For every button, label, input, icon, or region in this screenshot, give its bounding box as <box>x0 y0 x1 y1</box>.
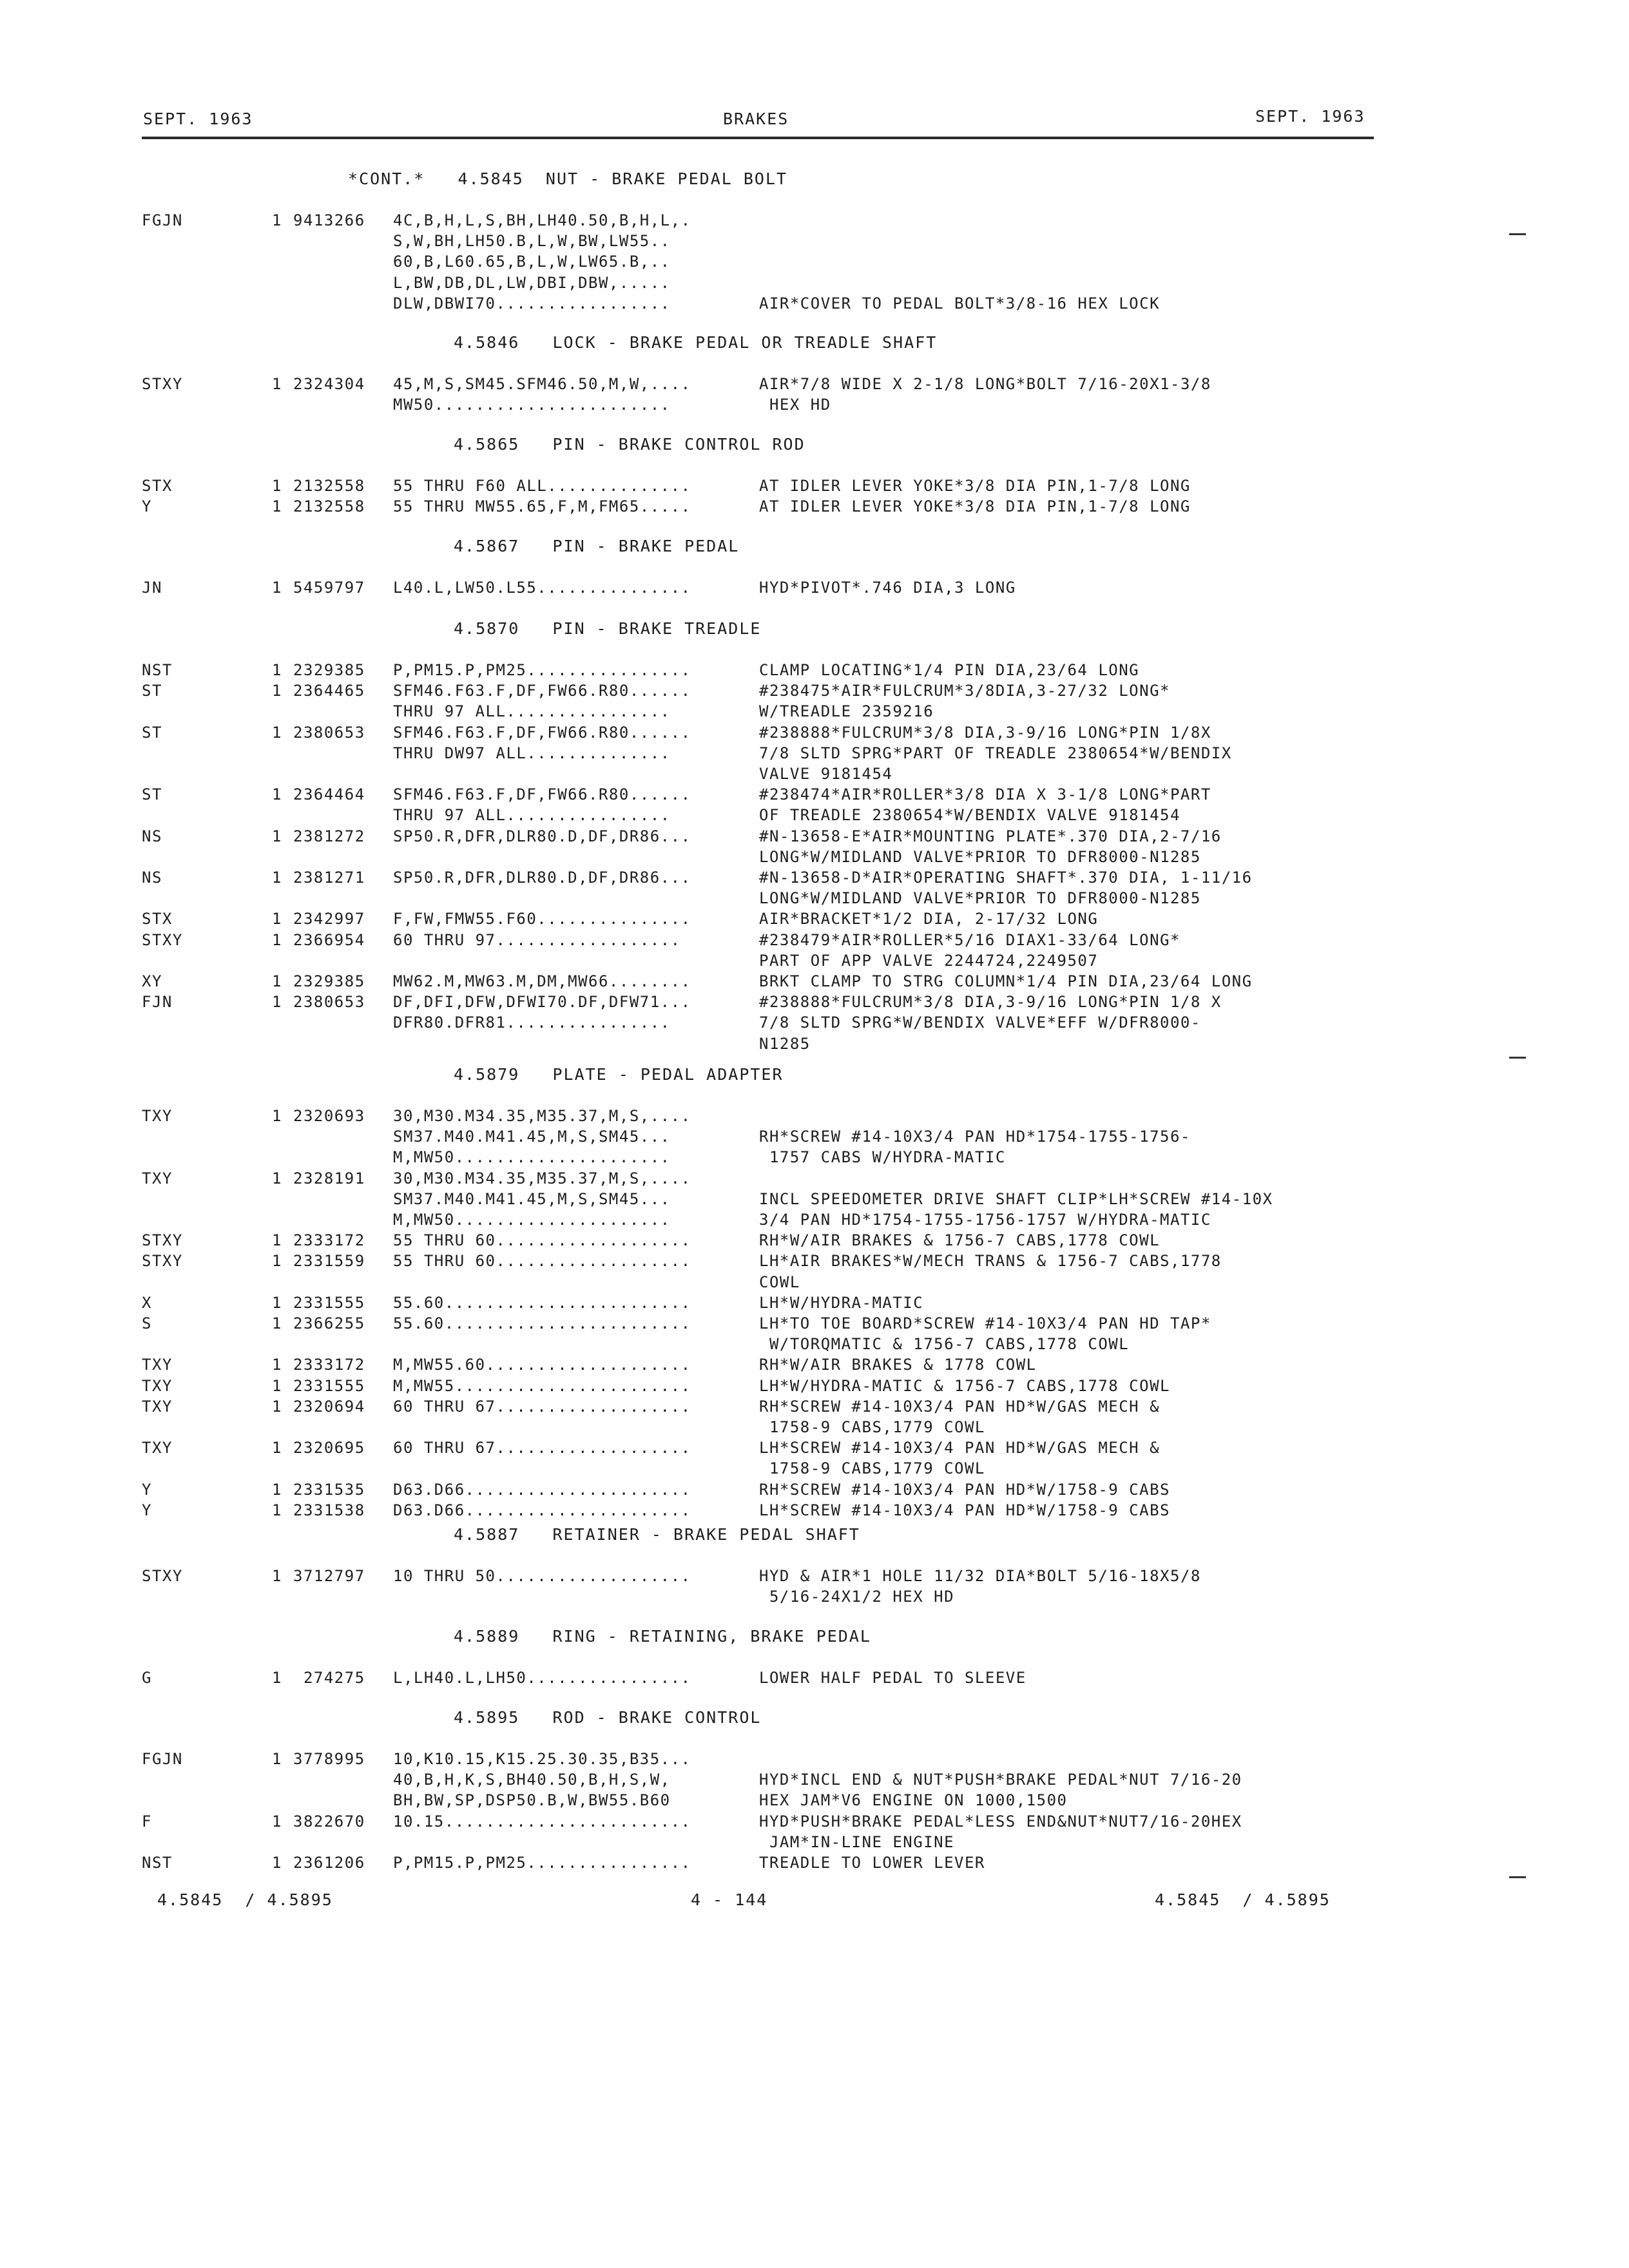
part-description: AIR*BRACKET*1/2 DIA, 2-17/32 LONG <box>759 910 1099 928</box>
margin-mark <box>1509 1057 1526 1059</box>
usage-code: STXY <box>142 931 183 949</box>
catalog-line <box>0 1106 1482 1126</box>
catalog-line <box>0 1417 1482 1437</box>
part-description: 7/8 SLTD SPRG*W/BENDIX VALVE*EFF W/DFR8000- <box>759 1014 1201 1032</box>
part-description: HYD & AIR*1 HOLE 11/32 DIA*BOLT 5/16-18X5/8 <box>759 1567 1201 1585</box>
catalog-line <box>0 1189 1482 1209</box>
model-range: 4C,B,H,L,S,BH,LH40.50,B,H,L,. <box>393 211 691 229</box>
part-description: 7/8 SLTD SPRG*PART OF TREADLE 2380654*W/BENDIX <box>759 744 1232 762</box>
model-range: 60 THRU 67................... <box>393 1439 691 1457</box>
usage-code: STX <box>142 910 173 928</box>
part-description: 1757 CABS W/HYDRA-MATIC <box>759 1148 1006 1166</box>
catalog-line <box>0 394 1482 415</box>
catalog-line <box>0 722 1482 743</box>
catalog-line <box>0 971 1482 992</box>
model-range: MW62.M,MW63.M,DM,MW66........ <box>393 972 691 990</box>
usage-code: S <box>142 1314 152 1332</box>
catalog-line <box>0 1811 1482 1832</box>
catalog-line <box>0 992 1482 1012</box>
model-range: SFM46.F63.F,DF,FW66.R80...... <box>393 724 691 742</box>
model-range: SP50.R,DFR,DLR80.D,DF,DR86... <box>393 869 691 887</box>
part-description: 1758-9 CABS,1779 COWL <box>759 1418 985 1436</box>
model-range: M,MW50..................... <box>393 1211 671 1229</box>
quantity: 1 <box>272 682 282 700</box>
part-description: AIR*7/8 WIDE X 2-1/8 LONG*BOLT 7/16-20X1-3/8 <box>759 375 1211 393</box>
quantity: 1 <box>272 211 282 229</box>
catalog-line <box>0 1479 1482 1500</box>
part-number: 5459797 <box>293 579 365 597</box>
quantity: 1 <box>272 1252 282 1270</box>
model-range: SP50.R,DFR,DLR80.D,DF,DR86... <box>393 827 691 845</box>
catalog-line <box>0 1126 1482 1147</box>
catalog-line <box>0 930 1482 950</box>
quantity: 1 <box>272 993 282 1011</box>
footer-range-right: 4.5845 / 4.5895 <box>1155 1890 1331 1909</box>
part-description: RH*SCREW #14-10X3/4 PAN HD*1754-1755-1756- <box>759 1128 1191 1146</box>
part-number: 2366954 <box>293 931 365 949</box>
model-range: M,MW50..................... <box>393 1148 671 1166</box>
part-description: TREADLE TO LOWER LEVER <box>759 1854 985 1872</box>
catalog-line <box>0 826 1482 847</box>
model-range: 55 THRU F60 ALL.............. <box>393 477 691 495</box>
model-range: P,PM15.P,PM25................ <box>393 661 691 679</box>
catalog-line <box>0 1012 1482 1033</box>
part-number: 2333172 <box>293 1356 365 1374</box>
usage-code: TXY <box>142 1377 173 1395</box>
catalog-line <box>0 1334 1482 1354</box>
quantity: 1 <box>272 1854 282 1872</box>
model-range: 30,M30.M34.35,M35.37,M,S,.... <box>393 1107 691 1125</box>
quantity: 1 <box>272 1398 282 1416</box>
catalog-line <box>0 374 1482 394</box>
part-number: 2364464 <box>293 785 365 803</box>
catalog-line <box>0 660 1482 680</box>
model-range: DLW,DBWI70................. <box>393 294 671 312</box>
usage-code: STXY <box>142 1231 183 1249</box>
part-description: AT IDLER LEVER YOKE*3/8 DIA PIN,1-7/8 LONG <box>759 477 1191 495</box>
part-description: COWL <box>759 1273 800 1291</box>
quantity: 1 <box>272 972 282 990</box>
usage-code: NS <box>142 827 162 845</box>
quantity: 1 <box>272 869 282 887</box>
quantity: 1 <box>272 497 282 515</box>
usage-code: X <box>142 1294 152 1312</box>
model-range: S,W,BH,LH50.B,L,W,BW,LW55.. <box>393 232 671 250</box>
model-range: 60 THRU 67................... <box>393 1398 691 1416</box>
part-description: 5/16-24X1/2 HEX HD <box>759 1588 955 1606</box>
catalog-line <box>0 251 1482 272</box>
part-number: 2331559 <box>293 1252 365 1270</box>
section-heading: 4.5887 RETAINER - BRAKE PEDAL SHAFT <box>454 1525 860 1544</box>
part-description: W/TORQMATIC & 1756-7 CABS,1778 COWL <box>759 1335 1130 1353</box>
quantity: 1 <box>272 477 282 495</box>
part-description: AT IDLER LEVER YOKE*3/8 DIA PIN,1-7/8 LONG <box>759 497 1191 515</box>
catalog-line <box>0 680 1482 701</box>
part-number: 2381271 <box>293 869 365 887</box>
part-description: N1285 <box>759 1035 811 1053</box>
model-range: DFR80.DFR81................ <box>393 1014 671 1032</box>
model-range: SFM46.F63.F,DF,FW66.R80...... <box>393 785 691 803</box>
usage-code: Y <box>142 1501 152 1519</box>
quantity: 1 <box>272 1439 282 1457</box>
quantity: 1 <box>272 1669 282 1687</box>
part-description: RH*W/AIR BRAKES & 1778 COWL <box>759 1356 1037 1374</box>
model-range: 60,B,L60.65,B,L,W,LW65.B,.. <box>393 253 671 271</box>
usage-code: FJN <box>142 993 173 1011</box>
section-heading: 4.5879 PLATE - PEDAL ADAPTER <box>454 1065 784 1084</box>
usage-code: STXY <box>142 1252 183 1270</box>
model-range: 55.60........................ <box>393 1314 691 1332</box>
model-range: M,MW55....................... <box>393 1377 691 1395</box>
catalog-line <box>0 908 1482 929</box>
quantity: 1 <box>272 1377 282 1395</box>
model-range: 55.60........................ <box>393 1294 691 1312</box>
model-range: M,MW55.60.................... <box>393 1356 691 1374</box>
catalog-line <box>0 210 1482 231</box>
part-description: LH*SCREW #14-10X3/4 PAN HD*W/1758-9 CABS <box>759 1501 1170 1519</box>
usage-code: ST <box>142 682 162 700</box>
part-number: 2329385 <box>293 661 365 679</box>
part-description: AIR*COVER TO PEDAL BOLT*3/8-16 HEX LOCK <box>759 294 1161 312</box>
catalog-line <box>0 1458 1482 1479</box>
part-description: HEX JAM*V6 ENGINE ON 1000,1500 <box>759 1791 1068 1809</box>
model-range: 10 THRU 50................... <box>393 1567 691 1585</box>
part-description: HYD*PIVOT*.746 DIA,3 LONG <box>759 579 1016 597</box>
part-description: #238888*FULCRUM*3/8 DIA,3-9/16 LONG*PIN 1/8 X <box>759 993 1222 1011</box>
model-range: THRU 97 ALL................ <box>393 806 671 824</box>
part-description: HYD*INCL END & NUT*PUSH*BRAKE PEDAL*NUT 7/16-20 <box>759 1771 1242 1789</box>
part-number: 2380653 <box>293 993 365 1011</box>
part-number: 2328191 <box>293 1169 365 1187</box>
usage-code: NS <box>142 869 162 887</box>
part-description: #N-13658-D*AIR*OPERATING SHAFT*.370 DIA, 1-11/16 <box>759 869 1253 887</box>
catalog-line <box>0 293 1482 314</box>
usage-code: TXY <box>142 1356 173 1374</box>
section-heading: 4.5870 PIN - BRAKE TREADLE <box>454 619 762 638</box>
part-number: 2329385 <box>293 972 365 990</box>
part-description: VALVE 9181454 <box>759 765 893 783</box>
part-number: 2342997 <box>293 910 365 928</box>
catalog-line <box>0 1790 1482 1811</box>
model-range: 10.15........................ <box>393 1812 691 1831</box>
quantity: 1 <box>272 579 282 597</box>
part-description: PART OF APP VALVE 2244724,2249507 <box>759 952 1099 970</box>
usage-code: STX <box>142 477 173 495</box>
quantity: 1 <box>272 785 282 803</box>
part-number: 2331538 <box>293 1501 365 1519</box>
catalog-line <box>0 847 1482 867</box>
section-heading: 4.5865 PIN - BRAKE CONTROL ROD <box>454 435 805 454</box>
catalog-line <box>0 1033 1482 1054</box>
catalog-line <box>0 1832 1482 1852</box>
model-range: L,BW,DB,DL,LW,DBI,DBW,..... <box>393 274 671 292</box>
usage-code: NST <box>142 1854 173 1872</box>
header-rule <box>142 137 1374 139</box>
model-range: L40.L,LW50.L55............... <box>393 579 691 597</box>
margin-mark <box>1509 1876 1526 1878</box>
margin-mark <box>1509 233 1526 235</box>
model-range: 45,M,S,SM45.SFM46.50,M,W,.... <box>393 375 691 393</box>
usage-code: F <box>142 1812 152 1831</box>
model-range: F,FW,FMW55.F60............... <box>393 910 691 928</box>
part-description: OF TREADLE 2380654*W/BENDIX VALVE 9181454 <box>759 806 1181 824</box>
usage-code: FGJN <box>142 211 183 229</box>
part-description: BRKT CLAMP TO STRG COLUMN*1/4 PIN DIA,23/64 LONG <box>759 972 1253 990</box>
part-number: 3822670 <box>293 1812 365 1831</box>
catalog-line <box>0 1354 1482 1375</box>
usage-code: TXY <box>142 1169 173 1187</box>
catalog-line <box>0 273 1482 293</box>
part-description: W/TREADLE 2359216 <box>759 702 934 720</box>
model-range: BH,BW,SP,DSP50.B,W,BW55.B60 <box>393 1791 671 1809</box>
model-range: 60 THRU 97.................. <box>393 931 681 949</box>
section-heading: *CONT.* 4.5845 NUT - BRAKE PEDAL BOLT <box>348 169 788 188</box>
part-description: RH*SCREW #14-10X3/4 PAN HD*W/1758-9 CABS <box>759 1481 1170 1499</box>
usage-code: FGJN <box>142 1750 183 1768</box>
model-range: SM37.M40.M41.45,M,S,SM45... <box>393 1190 671 1208</box>
quantity: 1 <box>272 931 282 949</box>
part-description: #238474*AIR*ROLLER*3/8 DIA X 3-1/8 LONG*PART <box>759 785 1211 803</box>
model-range: 40,B,H,K,S,BH40.50,B,H,S,W, <box>393 1771 671 1789</box>
section-heading: 4.5889 RING - RETAINING, BRAKE PEDAL <box>454 1627 871 1646</box>
part-description: LH*AIR BRAKES*W/MECH TRANS & 1756-7 CABS,1778 <box>759 1252 1222 1270</box>
quantity: 1 <box>272 1567 282 1585</box>
quantity: 1 <box>272 661 282 679</box>
part-description: #N-13658-E*AIR*MOUNTING PLATE*.370 DIA,2-7/16 <box>759 827 1222 845</box>
catalog-line <box>0 743 1482 764</box>
catalog-line <box>0 1376 1482 1396</box>
catalog-line <box>0 1500 1482 1521</box>
part-description: LH*W/HYDRA-MATIC & 1756-7 CABS,1778 COWL <box>759 1377 1170 1395</box>
model-range: 55 THRU 60................... <box>393 1231 691 1249</box>
quantity: 1 <box>272 1356 282 1374</box>
catalog-line <box>0 1251 1482 1271</box>
part-description: LH*TO TOE BOARD*SCREW #14-10X3/4 PAN HD TAP* <box>759 1314 1211 1332</box>
section-heading: 4.5895 ROD - BRAKE CONTROL <box>454 1708 762 1727</box>
quantity: 1 <box>272 724 282 742</box>
usage-code: JN <box>142 579 162 597</box>
model-range: 30,M30.M34.35,M35.37,M,S,.... <box>393 1169 691 1187</box>
part-number: 2320693 <box>293 1107 365 1125</box>
part-description: JAM*IN-LINE ENGINE <box>759 1833 955 1851</box>
part-description: HEX HD <box>759 396 831 414</box>
header-section-title: BRAKES <box>723 110 789 128</box>
usage-code: STXY <box>142 1567 183 1585</box>
part-number: 2132558 <box>293 497 365 515</box>
part-number: 2366255 <box>293 1314 365 1332</box>
part-number: 2361206 <box>293 1854 365 1872</box>
catalog-line <box>0 888 1482 908</box>
catalog-line <box>0 784 1482 805</box>
catalog-line <box>0 577 1482 598</box>
header-date-right: SEPT. 1963 <box>1255 107 1365 126</box>
quantity: 1 <box>272 1107 282 1125</box>
usage-code: TXY <box>142 1107 173 1125</box>
model-range: SM37.M40.M41.45,M,S,SM45... <box>393 1128 671 1146</box>
part-description: RH*SCREW #14-10X3/4 PAN HD*W/GAS MECH & <box>759 1398 1161 1416</box>
part-number: 2324304 <box>293 375 365 393</box>
quantity: 1 <box>272 827 282 845</box>
part-description: 3/4 PAN HD*1754-1755-1756-1757 W/HYDRA-MATIC <box>759 1211 1211 1229</box>
part-description: LONG*W/MIDLAND VALVE*PRIOR TO DFR8000-N1285 <box>759 889 1201 907</box>
part-number: 2364465 <box>293 682 365 700</box>
usage-code: TXY <box>142 1439 173 1457</box>
part-number: 2333172 <box>293 1231 365 1249</box>
model-range: P,PM15.P,PM25................ <box>393 1854 691 1872</box>
usage-code: TXY <box>142 1398 173 1416</box>
usage-code: ST <box>142 785 162 803</box>
part-description: 1758-9 CABS,1779 COWL <box>759 1459 985 1477</box>
footer-page-number: 4 - 144 <box>691 1890 768 1909</box>
usage-code: STXY <box>142 375 183 393</box>
header-date-left: SEPT. 1963 <box>143 110 253 128</box>
catalog-line <box>0 496 1482 517</box>
catalog-line <box>0 1272 1482 1293</box>
part-number: 2331555 <box>293 1377 365 1395</box>
usage-code: Y <box>142 497 152 515</box>
part-description: LOWER HALF PEDAL TO SLEEVE <box>759 1669 1027 1687</box>
catalog-line <box>0 231 1482 251</box>
catalog-line <box>0 805 1482 825</box>
part-number: 2380653 <box>293 724 365 742</box>
catalog-line <box>0 701 1482 722</box>
catalog-line <box>0 1852 1482 1873</box>
quantity: 1 <box>272 1501 282 1519</box>
part-number: 2320694 <box>293 1398 365 1416</box>
section-heading: 4.5846 LOCK - BRAKE PEDAL OR TREADLE SHAFT <box>454 333 938 352</box>
model-range: 55 THRU MW55.65,F,M,FM65..... <box>393 497 691 515</box>
model-range: D63.D66...................... <box>393 1501 691 1519</box>
usage-code: Y <box>142 1481 152 1499</box>
catalog-line <box>0 1769 1482 1790</box>
catalog-line <box>0 1230 1482 1251</box>
usage-code: XY <box>142 972 162 990</box>
section-heading: 4.5867 PIN - BRAKE PEDAL <box>454 537 740 555</box>
model-range: SFM46.F63.F,DF,FW66.R80...... <box>393 682 691 700</box>
catalog-line <box>0 1396 1482 1417</box>
model-range: L,LH40.L,LH50................ <box>393 1669 691 1687</box>
part-description: CLAMP LOCATING*1/4 PIN DIA,23/64 LONG <box>759 661 1140 679</box>
model-range: 55 THRU 60................... <box>393 1252 691 1270</box>
part-description: #238475*AIR*FULCRUM*3/8DIA,3-27/32 LONG* <box>759 682 1170 700</box>
part-description: LONG*W/MIDLAND VALVE*PRIOR TO DFR8000-N1285 <box>759 848 1201 866</box>
part-number: 3712797 <box>293 1567 365 1585</box>
quantity: 1 <box>272 1314 282 1332</box>
quantity: 1 <box>272 375 282 393</box>
model-range: 10,K10.15,K15.25.30.35,B35... <box>393 1750 691 1768</box>
part-number: 2331535 <box>293 1481 365 1499</box>
quantity: 1 <box>272 910 282 928</box>
catalog-line <box>0 1313 1482 1334</box>
catalog-line <box>0 1209 1482 1230</box>
part-number: 3778995 <box>293 1750 365 1768</box>
usage-code: G <box>142 1669 152 1687</box>
quantity: 1 <box>272 1169 282 1187</box>
model-range: DF,DFI,DFW,DFWI70.DF,DFW71... <box>393 993 691 1011</box>
part-description: #238888*FULCRUM*3/8 DIA,3-9/16 LONG*PIN 1/8X <box>759 724 1211 742</box>
part-description: HYD*PUSH*BRAKE PEDAL*LESS END&NUT*NUT7/16-20HEX <box>759 1812 1242 1831</box>
part-number: 2381272 <box>293 827 365 845</box>
catalog-line <box>0 476 1482 496</box>
quantity: 1 <box>272 1750 282 1768</box>
part-description: LH*W/HYDRA-MATIC <box>759 1294 924 1312</box>
model-range: MW50....................... <box>393 396 671 414</box>
catalog-line <box>0 1667 1482 1688</box>
part-number: 9413266 <box>293 211 365 229</box>
catalog-line <box>0 1147 1482 1168</box>
footer-range-left: 4.5845 / 4.5895 <box>157 1890 333 1909</box>
part-description: RH*W/AIR BRAKES & 1756-7 CABS,1778 COWL <box>759 1231 1161 1249</box>
catalog-line <box>0 1437 1482 1458</box>
part-number: 2320695 <box>293 1439 365 1457</box>
quantity: 1 <box>272 1481 282 1499</box>
model-range: D63.D66...................... <box>393 1481 691 1499</box>
part-description: LH*SCREW #14-10X3/4 PAN HD*W/GAS MECH & <box>759 1439 1161 1457</box>
part-number: 2132558 <box>293 477 365 495</box>
part-number: 2331555 <box>293 1294 365 1312</box>
part-number: 274275 <box>293 1669 365 1687</box>
catalog-line <box>0 867 1482 888</box>
catalog-line <box>0 1293 1482 1313</box>
catalog-line <box>0 764 1482 784</box>
part-description: INCL SPEEDOMETER DRIVE SHAFT CLIP*LH*SCREW #14-10X <box>759 1190 1273 1208</box>
quantity: 1 <box>272 1231 282 1249</box>
quantity: 1 <box>272 1812 282 1831</box>
part-description: #238479*AIR*ROLLER*5/16 DIAX1-33/64 LONG* <box>759 931 1181 949</box>
model-range: THRU DW97 ALL.............. <box>393 744 671 762</box>
catalog-line <box>0 1168 1482 1189</box>
usage-code: ST <box>142 724 162 742</box>
model-range: THRU 97 ALL................ <box>393 702 671 720</box>
catalog-line <box>0 1749 1482 1769</box>
catalog-line <box>0 1586 1482 1607</box>
catalog-line <box>0 950 1482 971</box>
quantity: 1 <box>272 1294 282 1312</box>
catalog-line <box>0 1566 1482 1586</box>
usage-code: NST <box>142 661 173 679</box>
